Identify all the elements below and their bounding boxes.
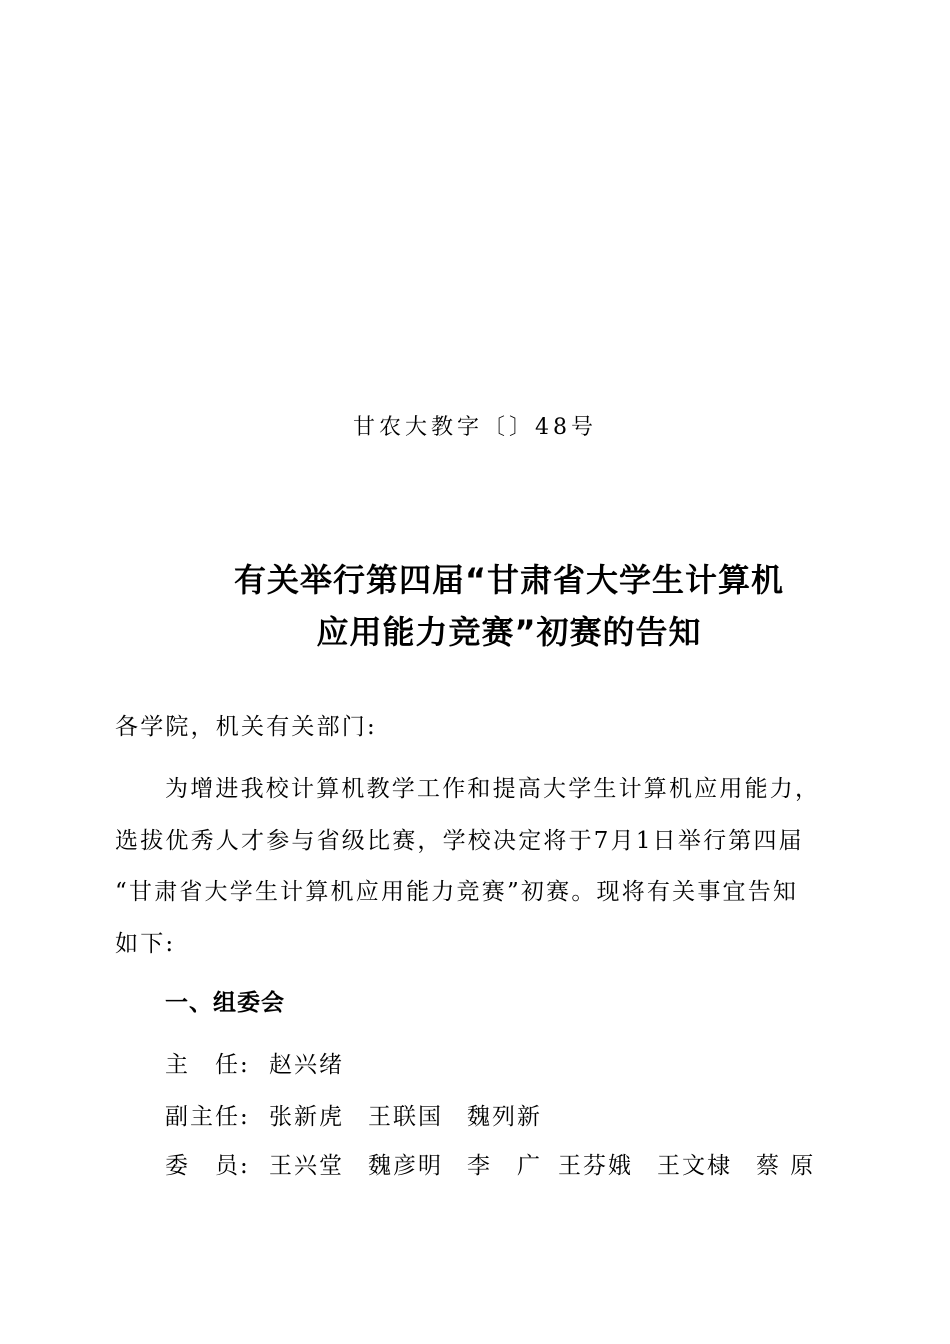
document-title-line-1: 有关举行第四届“甘肃省大学生计算机 xyxy=(233,561,785,599)
body-line: 如下: xyxy=(115,931,176,957)
committee-chair-row xyxy=(165,1046,368,1079)
body-line: 选拔优秀人才参与省级比赛，学校决定将于7月1日举行第四届 xyxy=(115,828,804,854)
body-line: “甘肃省大学生计算机应用能力竞赛”初赛。现将有关事宜告知 xyxy=(115,879,799,905)
chair-name: 赵兴绪 xyxy=(269,1052,344,1078)
members-label: 委 员: xyxy=(165,1153,250,1179)
vice-chair-name: 魏列新 xyxy=(467,1104,542,1130)
member-name: 王文棣 xyxy=(657,1153,732,1179)
vice-chair-name: 张新虎 xyxy=(269,1104,344,1130)
member-name: 王兴堂 xyxy=(269,1153,344,1179)
document-number: 甘农大教字〔〕48号 xyxy=(353,415,597,440)
vice-chair-name: 王联国 xyxy=(368,1104,443,1130)
salutation: 各学院，机关有关部门: xyxy=(115,714,377,740)
document-title-line-2: 应用能力竞赛”初赛的告知 xyxy=(316,613,702,651)
vice-chair-label: 副主任: xyxy=(165,1104,250,1130)
member-name: 蔡 原 xyxy=(756,1153,816,1179)
body-line: 为增进我校计算机教学工作和提高大学生计算机应用能力， xyxy=(165,776,821,802)
committee-members-row xyxy=(165,1147,839,1180)
section-heading: 一、组委会 xyxy=(165,990,285,1016)
member-name: 王芬娥 xyxy=(558,1153,633,1179)
member-name: 李 广 xyxy=(467,1153,542,1179)
member-name: 魏彦明 xyxy=(368,1153,443,1179)
committee-vice-chair-row xyxy=(165,1098,566,1131)
chair-label: 主 任: xyxy=(165,1052,250,1078)
